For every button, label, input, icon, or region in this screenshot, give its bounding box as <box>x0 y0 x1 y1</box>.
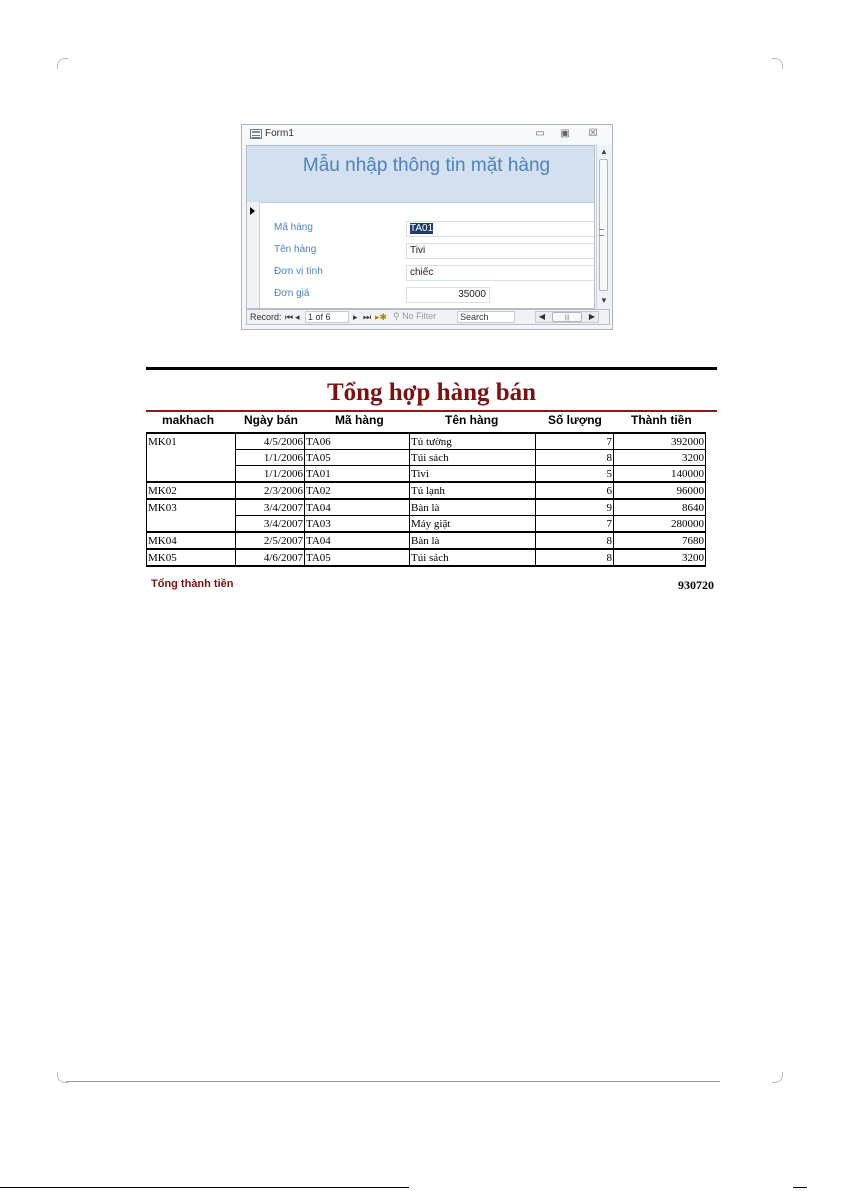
horizontal-scroll-thumb[interactable]: ||| <box>552 312 582 322</box>
page-bottom-rule <box>66 1081 720 1082</box>
scroll-left-icon[interactable]: ◀ <box>538 312 546 321</box>
current-record-arrow-icon <box>250 207 255 215</box>
form-icon <box>250 129 262 139</box>
record-counter[interactable]: 1 of 6 <box>305 311 349 323</box>
cell-ma-hang: TA04 <box>305 499 410 516</box>
input-ma-hang-value: TA01 <box>410 223 434 234</box>
form-window <box>241 124 613 330</box>
cell-ngay-ban: 4/5/2006 <box>236 433 305 450</box>
cell-so-luong: 6 <box>536 482 614 499</box>
cell-makhach: MK04 <box>147 532 236 549</box>
cell-ten-hang: Tủ tường <box>410 433 536 450</box>
col-header-thanh-tien: Thành tiền <box>631 413 692 427</box>
form-heading: Mẫu nhập thông tin mặt hàng <box>302 155 551 176</box>
cell-so-luong: 9 <box>536 499 614 516</box>
search-input[interactable]: Search <box>457 311 515 323</box>
footnote-rule <box>0 1187 409 1188</box>
table-row <box>147 433 706 450</box>
cell-ngay-ban: 1/1/2006 <box>236 450 305 466</box>
cell-thanh-tien: 96000 <box>614 482 706 499</box>
cell-ten-hang: Túi sách <box>410 450 536 466</box>
cell-thanh-tien: 280000 <box>614 516 706 533</box>
scroll-thumb[interactable] <box>599 159 608 291</box>
label-don-vi-tinh: Đơn vị tính <box>274 266 323 277</box>
cell-ngay-ban: 3/4/2007 <box>236 516 305 533</box>
col-header-ten-hang: Tên hàng <box>445 413 499 427</box>
cell-ma-hang: TA02 <box>305 482 410 499</box>
table-row <box>147 516 706 533</box>
table-row <box>147 532 706 549</box>
input-ten-hang[interactable]: Tivi <box>406 243 595 259</box>
table-row <box>147 450 706 466</box>
label-don-gia: Đơn giá <box>274 288 310 299</box>
footnote-dash <box>793 1187 807 1188</box>
page-corner-mark <box>772 1072 783 1083</box>
previous-record-icon[interactable]: ◂ <box>295 312 300 322</box>
scroll-down-icon[interactable]: ▼ <box>600 296 608 305</box>
cell-thanh-tien: 3200 <box>614 450 706 466</box>
scroll-right-icon[interactable]: ▶ <box>588 312 596 321</box>
form-header <box>247 146 594 203</box>
table-row <box>147 499 706 516</box>
cell-ma-hang: TA06 <box>305 433 410 450</box>
scroll-up-icon[interactable]: ▲ <box>600 147 608 156</box>
cell-ten-hang: Tủ lạnh <box>410 482 536 499</box>
report-title: Tổng hợp hàng bán <box>326 379 537 406</box>
new-record-icon[interactable]: ▸✱ <box>375 312 388 322</box>
cell-makhach: MK03 <box>147 499 236 516</box>
report-table <box>146 432 706 567</box>
page-corner-mark <box>772 58 783 69</box>
cell-ma-hang: TA01 <box>305 466 410 483</box>
maximize-button[interactable]: ▣ <box>560 128 570 139</box>
cell-thanh-tien: 3200 <box>614 549 706 566</box>
horizontal-scrollbar[interactable] <box>535 311 599 323</box>
no-filter-label: No Filter <box>402 311 437 321</box>
cell-ma-hang: TA04 <box>305 532 410 549</box>
cell-makhach: MK05 <box>147 549 236 566</box>
cell-thanh-tien: 140000 <box>614 466 706 483</box>
cell-makhach <box>147 466 236 483</box>
cell-ngay-ban: 4/6/2007 <box>236 549 305 566</box>
input-don-vi-tinh[interactable]: chiếc <box>406 265 595 281</box>
record-navigation-bar <box>246 309 610 325</box>
page-corner-mark <box>57 58 68 69</box>
cell-so-luong: 5 <box>536 466 614 483</box>
total-label: Tổng thành tiền <box>151 578 234 590</box>
record-selector[interactable] <box>247 202 260 309</box>
close-button[interactable]: ☒ <box>588 128 598 139</box>
cell-so-luong: 8 <box>536 532 614 549</box>
scroll-grip-icon <box>599 229 604 236</box>
cell-ma-hang: TA03 <box>305 516 410 533</box>
cell-makhach: MK02 <box>147 482 236 499</box>
col-header-ma-hang: Mã hàng <box>335 413 384 427</box>
cell-ngay-ban: 3/4/2007 <box>236 499 305 516</box>
table-row <box>147 482 706 499</box>
cell-thanh-tien: 392000 <box>614 433 706 450</box>
vertical-scrollbar[interactable] <box>596 145 611 309</box>
no-filter-button[interactable] <box>393 311 451 323</box>
input-don-gia[interactable]: 35000 <box>406 287 490 303</box>
cell-ten-hang: Bàn là <box>410 499 536 516</box>
label-ma-hang: Mã hàng <box>274 222 313 233</box>
cell-ma-hang: TA05 <box>305 549 410 566</box>
cell-ten-hang: Bàn là <box>410 532 536 549</box>
cell-so-luong: 7 <box>536 516 614 533</box>
cell-thanh-tien: 8640 <box>614 499 706 516</box>
col-header-makhach: makhach <box>162 413 215 427</box>
report-top-rule <box>146 367 717 370</box>
table-row <box>147 466 706 483</box>
last-record-icon[interactable]: ⏭ <box>363 312 372 322</box>
form-body <box>246 145 595 309</box>
total-value: 930720 <box>678 578 714 592</box>
cell-makhach <box>147 516 236 533</box>
filter-icon: ⚲ <box>393 311 403 321</box>
cell-ten-hang: Túi sách <box>410 549 536 566</box>
minimize-button[interactable]: ▭ <box>535 128 545 139</box>
cell-ten-hang: Tivi <box>410 466 536 483</box>
col-header-ngay-ban: Ngày bán <box>244 413 299 427</box>
cell-makhach <box>147 450 236 466</box>
record-label: Record: <box>250 312 282 322</box>
input-ma-hang[interactable] <box>406 221 595 237</box>
cell-ten-hang: Máy giặt <box>410 516 536 533</box>
cell-ngay-ban: 2/5/2007 <box>236 532 305 549</box>
cell-thanh-tien: 7680 <box>614 532 706 549</box>
cell-so-luong: 8 <box>536 549 614 566</box>
report-header-rule <box>146 410 717 412</box>
cell-ma-hang: TA05 <box>305 450 410 466</box>
first-record-icon[interactable]: ⏮ <box>285 312 294 322</box>
window-title: Form1 <box>265 128 294 139</box>
table-row <box>147 549 706 566</box>
col-header-so-luong: Số lượng <box>548 413 602 427</box>
window-titlebar <box>242 125 612 145</box>
cell-makhach: MK01 <box>147 433 236 450</box>
label-ten-hang: Tên hàng <box>274 244 317 255</box>
next-record-icon[interactable]: ▸ <box>353 312 358 322</box>
cell-ngay-ban: 2/3/2006 <box>236 482 305 499</box>
cell-ngay-ban: 1/1/2006 <box>236 466 305 483</box>
cell-so-luong: 8 <box>536 450 614 466</box>
cell-so-luong: 7 <box>536 433 614 450</box>
